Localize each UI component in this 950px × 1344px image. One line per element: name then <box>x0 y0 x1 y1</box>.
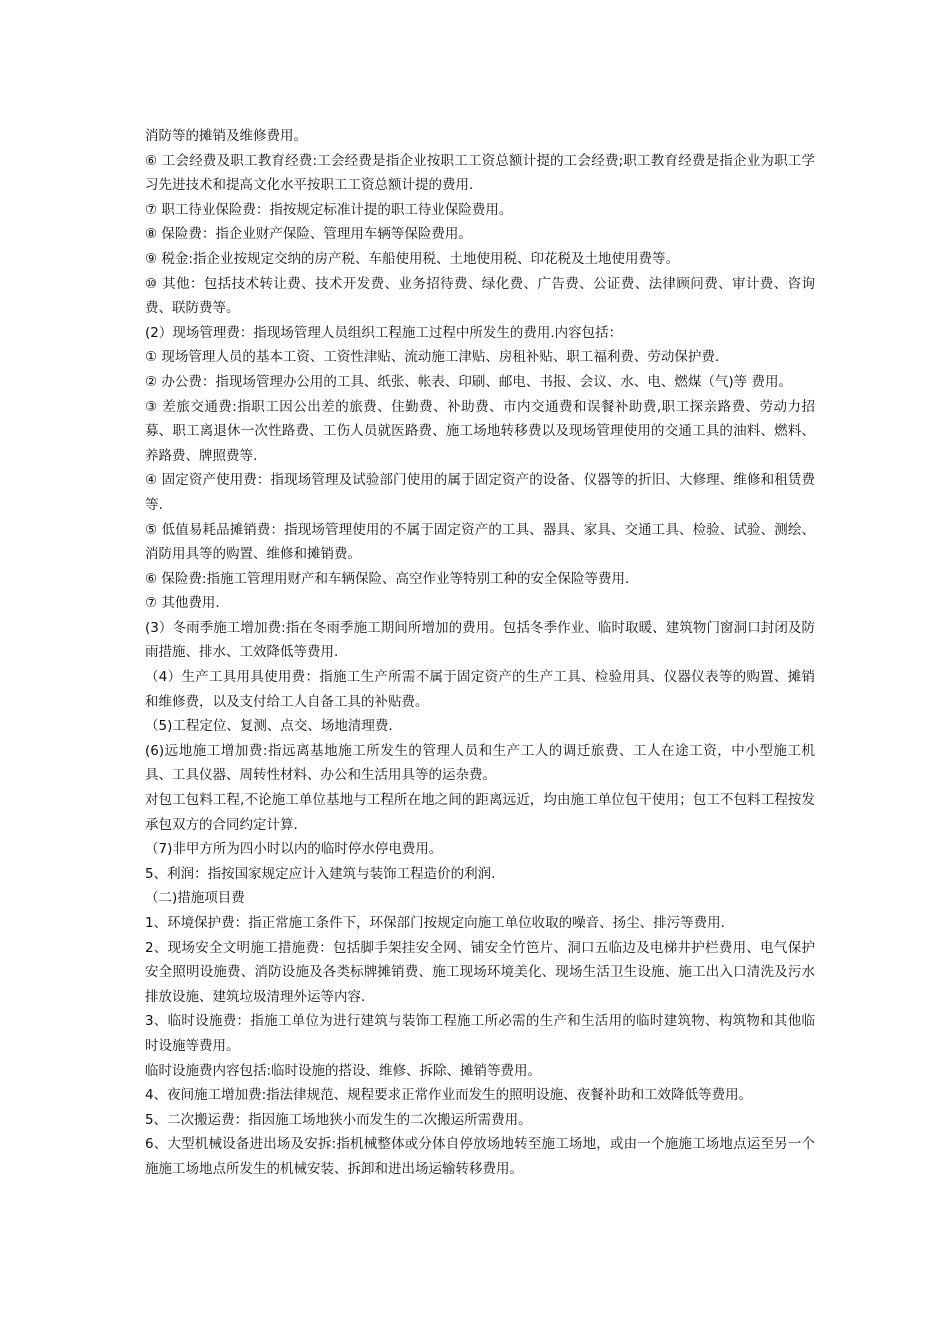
paragraph: ⑦ 职工待业保险费：指按规定标准计提的职工待业保险费用。 <box>145 201 513 218</box>
paragraph: ② 办公费：指现场管理办公用的工具、纸张、帐表、印刷、邮电、书报、会议、水、电、燃煤（气)等 费用。 <box>145 373 792 390</box>
paragraph: 2、现场安全文明施工措施费：包括脚手架挂安全网、铺安全竹笆片、洞口五临边及电梯井护栏费用、电气保护安全照明设施费、消防设施及各类标牌摊销费、施工现场环境美化、现场生活卫生设施、施工出入口清洗及污水排放设施、建筑垃圾清理外运等内容. <box>145 939 815 1005</box>
paragraph: 1、环境保护费：指正常施工条件下，环保部门按规定向施工单位收取的噪音、扬尘、排污等费用. <box>145 915 725 931</box>
paragraph: （7)非甲方所为四小时以内的临时停水停电费用。 <box>145 841 443 858</box>
document-body <box>145 124 815 1182</box>
paragraph: 5、二次搬运费：指因施工场地狭小而发生的二次搬运所需费用。 <box>145 1111 532 1128</box>
section-heading: （二)措施项目费 <box>145 890 245 907</box>
paragraph: ① 现场管理人员的基本工资、工资性津贴、流动施工津贴、房租补贴、职工福利费、劳动保护费. <box>145 349 720 366</box>
paragraph: 6、大型机械设备进出场及安拆:指机械整体或分体自停放场地转至施工场地，或由一个施施工场地点运至另一个施施工场地点所发生的机械安装、拆卸和进出场运输转移费用。 <box>145 1136 815 1177</box>
paragraph: ⑤ 低值易耗品摊销费：指现场管理使用的不属于固定资产的工具、器具、家具、交通工具、检验、试验、测绘、消防用具等的购置、维修和摊销费。 <box>145 521 815 563</box>
paragraph: ⑥ 保险费:指施工管理用财产和车辆保险、高空作业等特别工种的安全保险等费用. <box>145 570 630 587</box>
paragraph: 消防等的摊销及维修费用。 <box>145 128 307 144</box>
paragraph: （5)工程定位、复测、点交、场地清理费. <box>145 718 393 735</box>
paragraph: ④ 固定资产使用费：指现场管理及试验部门使用的属于固定资产的设备、仪器等的折旧、大修理、维修和租赁费等. <box>145 472 815 513</box>
paragraph: 临时设施费内容包括:临时设施的搭设、维修、拆除、摊销等费用。 <box>145 1062 542 1079</box>
paragraph: (6)远地施工增加费:指远离基地施工所发生的管理人员和生产工人的调迁旅费、工人在途工资，中小型施工机具、工具仪器、周转性材料、办公和生活用具等的运杂费。 <box>145 742 815 784</box>
paragraph: 对包工包料工程,不论施工单位基地与工程所在地之间的距离远近，均由施工单位包干使用；包工不包料工程按发承包双方的合同约定计算. <box>145 792 815 833</box>
paragraph: ⑦ 其他费用. <box>145 595 220 612</box>
paragraph: 5、利润：指按国家规定应计入建筑与装饰工程造价的利润. <box>145 865 496 882</box>
paragraph: ⑥ 工会经费及职工教育经费:工会经费是指企业按职工工资总额计提的工会经费;职工教育经费是指企业为职工学习先进技术和提高文化水平按职工工资总额计提的费用. <box>145 152 815 194</box>
paragraph: 3、临时设施费：指施工单位为进行建筑与装饰工程施工所必需的生产和生活用的临时建筑物、构筑物和其他临时设施等费用。 <box>145 1013 815 1054</box>
paragraph: (3）冬雨季施工增加费:指在冬雨季施工期间所增加的费用。包括冬季作业、临时取暖、建筑物门窗洞口封闭及防雨措施、排水、工效降低等费用. <box>145 619 815 661</box>
paragraph: (2）现场管理费：指现场管理人员组织工程施工过程中所发生的费用.内容包括： <box>145 324 623 341</box>
paragraph: ⑩ 其他：包括技术转让费、技术开发费、业务招待费、绿化费、广告费、公证费、法律顾问费、审计费、咨询费、联防费等。 <box>145 275 815 317</box>
paragraph: ③ 差旅交通费:指职工因公出差的旅费、住勤费、补助费、市内交通费和误餐补助费,职工探亲路费、劳动力招募、职工离退休一次性路费、工伤人员就医路费、施工场地转移费以及现场管理使用的交通工具的油料、燃料、养路费、牌照费等. <box>145 398 815 464</box>
paragraph: 4、夜间施工增加费:指法律规范、规程要求正常作业而发生的照明设施、夜餐补助和工效降低等费用。 <box>145 1087 753 1104</box>
paragraph: ⑨ 税金:指企业按规定交纳的房产税、车船使用税、土地使用税、印花税及土地使用费等。 <box>145 250 679 267</box>
paragraph: （4）生产工具用具使用费：指施工生产所需不属于固定资产的生产工具、检验用具、仪器仪表等的购置、摊销和维修费，以及支付给工人自备工具的补贴费。 <box>145 669 815 710</box>
paragraph: ⑧ 保险费：指企业财产保险、管理用车辆等保险费用。 <box>145 226 472 243</box>
